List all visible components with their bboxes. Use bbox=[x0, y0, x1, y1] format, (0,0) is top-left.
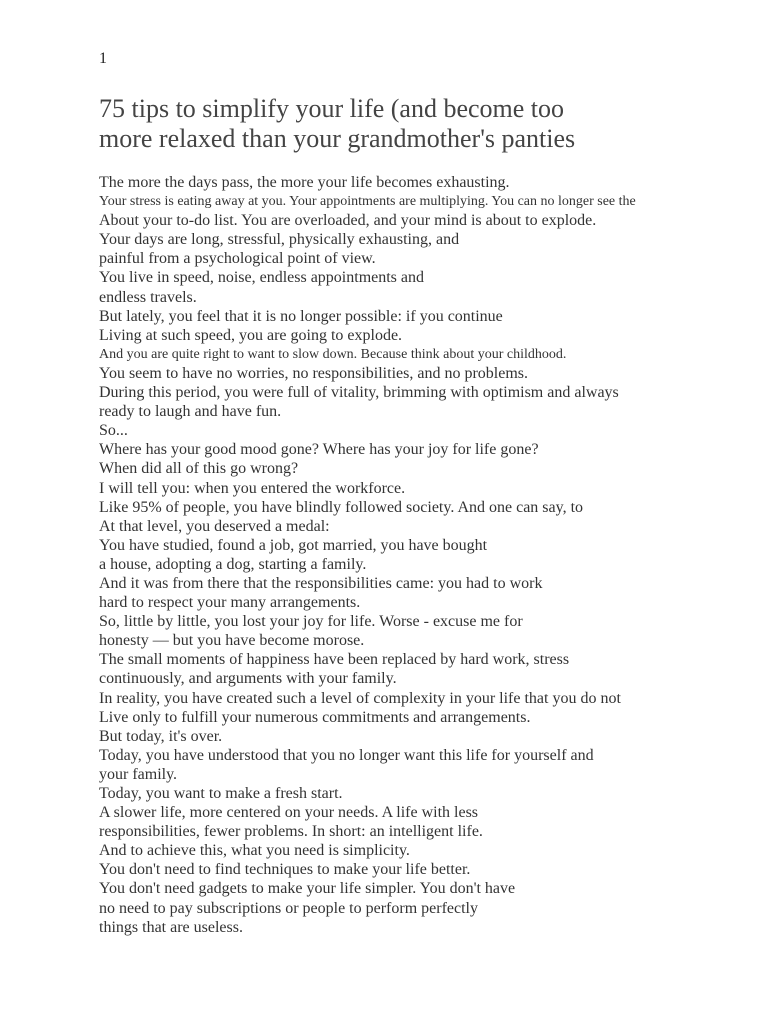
text-line: things that are useless. bbox=[99, 918, 243, 936]
title-line: 75 tips to simplify your life (and become too bbox=[99, 94, 565, 123]
text-line: honesty — but you have become morose. bbox=[99, 632, 365, 650]
text-line: The small moments of happiness have been replaced by hard work, stress bbox=[99, 651, 570, 669]
text-line: You don't need gadgets to make your life simpler. You don't have bbox=[99, 880, 516, 898]
text-line: You don't need to find techniques to make your life better. bbox=[99, 861, 471, 879]
text-line: Like 95% of people, you have blindly followed society. And one can say, to bbox=[99, 498, 584, 516]
text-line: But today, it's over. bbox=[99, 727, 223, 745]
text-line: Where has your good mood gone? Where has your joy for life gone? bbox=[99, 441, 539, 459]
text-line: Your stress is eating away at you. Your appointments are multiplying. You can no longer see the bbox=[99, 194, 636, 210]
text-line: So, little by little, you lost your joy for life. Worse - excuse me for bbox=[99, 613, 523, 631]
text-line: A slower life, more centered on your needs. A life with less bbox=[99, 804, 479, 822]
page-number: 1 bbox=[99, 50, 107, 67]
text-line: Today, you want to make a fresh start. bbox=[99, 785, 343, 802]
text-line: painful from a psychological point of view. bbox=[99, 250, 376, 268]
text-line: During this period, you were full of vitality, brimming with optimism and always bbox=[99, 384, 619, 402]
text-line: The more the days pass, the more your life becomes exhausting. bbox=[99, 174, 510, 191]
text-line: And it was from there that the responsibilities came: you had to work bbox=[99, 574, 543, 592]
text-line: At that level, you deserved a medal: bbox=[99, 517, 330, 535]
text-line: ready to laugh and have fun. bbox=[99, 403, 282, 421]
text-line: But lately, you feel that it is no longer possible: if you continue bbox=[99, 307, 503, 325]
text-line: About your to-do list. You are overloaded, and your mind is about to explode. bbox=[99, 212, 597, 230]
body-text bbox=[99, 173, 739, 937]
page-title bbox=[99, 94, 719, 154]
text-line: endless travels. bbox=[99, 288, 197, 306]
text-line: You seem to have no worries, no responsibilities, and no problems. bbox=[99, 364, 528, 382]
text-line: So... bbox=[99, 422, 128, 440]
text-line: no need to pay subscriptions or people to perform perfectly bbox=[99, 899, 478, 917]
text-line: responsibilities, fewer problems. In short: an intelligent life. bbox=[99, 823, 483, 841]
text-line: In reality, you have created such a level of complexity in your life that you do not bbox=[99, 689, 621, 707]
text-line: Your days are long, stressful, physically exhausting, and bbox=[99, 231, 460, 249]
text-line: your family. bbox=[99, 765, 178, 783]
text-line: I will tell you: when you entered the workforce. bbox=[99, 479, 406, 497]
text-line: You have studied, found a job, got married, you have bought bbox=[99, 536, 488, 554]
text-line: Live only to fulfill your numerous commitments and arrangements. bbox=[99, 708, 531, 726]
text-line: When did all of this go wrong? bbox=[99, 460, 299, 478]
text-line: Today, you have understood that you no longer want this life for yourself and bbox=[99, 746, 594, 764]
text-line: And to achieve this, what you need is simplicity. bbox=[99, 842, 410, 860]
text-line: And you are quite right to want to slow down. Because think about your childhood. bbox=[99, 346, 567, 362]
text-line: hard to respect your many arrangements. bbox=[99, 594, 361, 612]
text-line: continuously, and arguments with your family. bbox=[99, 670, 397, 688]
text-line: Living at such speed, you are going to explode. bbox=[99, 326, 403, 344]
text-line: a house, adopting a dog, starting a family. bbox=[99, 555, 367, 573]
text-line: You live in speed, noise, endless appointments and bbox=[99, 269, 425, 287]
title-line: more relaxed than your grandmother's panties bbox=[99, 124, 576, 153]
